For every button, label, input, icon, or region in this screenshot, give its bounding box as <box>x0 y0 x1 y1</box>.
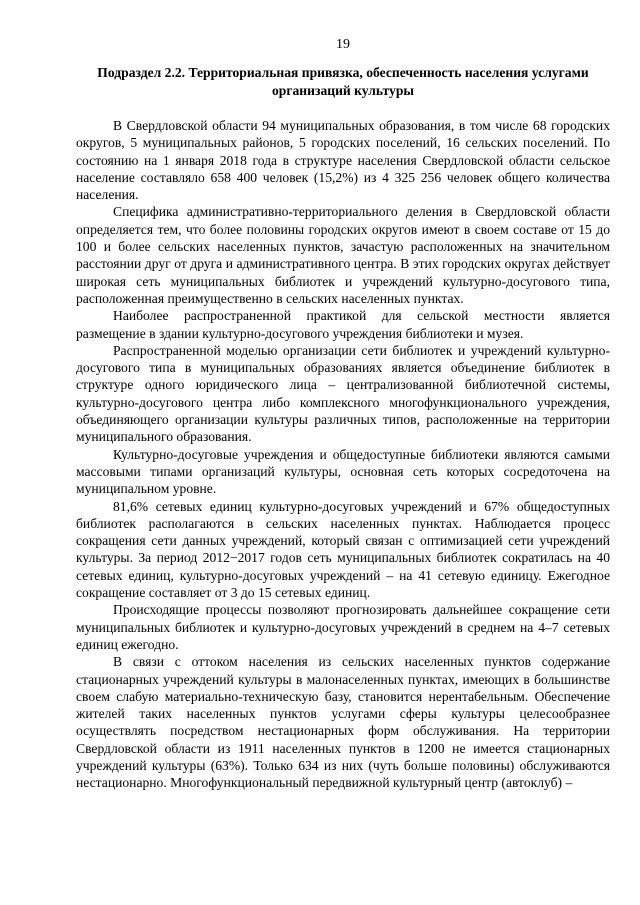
paragraph: Специфика административно-территориального деления в Свердловской области определяется тем, что более половины городских округов имеют в своем составе от 15 до 100 и более сельских населенных пунктов, зачастую расположенных на значительном расстоянии друг от друга и административного центра. В этих городских округах действует широкая сеть муниципальных библиотек и учреждений культурно-досугового типа, расположенная преимущественно в сельских населенных пунктах. <box>76 204 610 306</box>
paragraph: Наиболее распространенной практикой для сельской местности является размещение в здании культурно-досугового учреждения библиотеки и музея. <box>76 308 610 341</box>
paragraph: Культурно-досуговые учреждения и общедоступные библиотеки являются самыми массовыми типами организаций культуры, основная сеть которых сосредоточена на муниципальном уровне. <box>76 446 610 497</box>
paragraph: Распространенной моделью организации сети библиотек и учреждений культурно-досугового типа в муниципальных образованиях является объединение библиотек в структуре одного юридического лица – централизованной библиотечной системы, культурно-досугового центра либо комплексного многофункционального учреждения, объединяющего организации культуры различных типов, расположенные на территории муниципального образования. <box>76 342 610 445</box>
page-number: 19 <box>336 37 350 52</box>
paragraph: В связи с оттоком населения из сельских населенных пунктов содержание стационарных учреждений культуры в малонаселенных пунктах, имеющих в большинстве своем слабую материально-техническую базу, становится нерентабельным. Обеспечение жителей таких населенных пунктов услугами сферы культуры целесообразнее осуществлять посредством нестационарных форм обслуживания. На территории Свердловской области из 1911 населенных пунктов в 1200 не имеется стационарных учреждений культуры (63%). Только 634 из них (чуть больше половины) обслуживаются нестационарно. Многофункциональный передвижной культурный центр (автоклуб) – <box>76 654 610 791</box>
paragraph: Происходящие процессы позволяют прогнозировать дальнейшее сокращение сети муниципальных библиотек и культурно-досуговых учреждений в среднем на 4–7 сетевых единиц ежегодно. <box>76 602 610 652</box>
document-page <box>76 36 610 792</box>
section-heading: Подраздел 2.2. Территориальная привязка, обеспеченность населения услугами организаций культуры <box>97 65 589 98</box>
paragraph: 81,6% сетевых единиц культурно-досуговых учреждений и 67% общедоступных библиотек располагаются в сельских населенных пунктах. Наблюдается процесс сокращения сети данных учреждений, который связан с оптимизацией сети учреждений культуры. За период 2012−2017 годов сеть муниципальных библиотек сократилась на 40 сетевых единиц, культурно-досуговых учреждений – на 41 сетевую единицу. Ежегодное сокращение составляет от 3 до 15 сетевых единиц. <box>76 498 610 601</box>
paragraph: В Свердловской области 94 муниципальных образования, в том числе 68 городских округов, 5 муниципальных районов, 5 городских поселений, 16 сельских поселений. По состоянию на 1 января 2018 года в структуре населения Свердловской области сельское население составляло 658 400 человек (15,2%) из 4 325 256 человек общего количества населения. <box>76 118 610 203</box>
